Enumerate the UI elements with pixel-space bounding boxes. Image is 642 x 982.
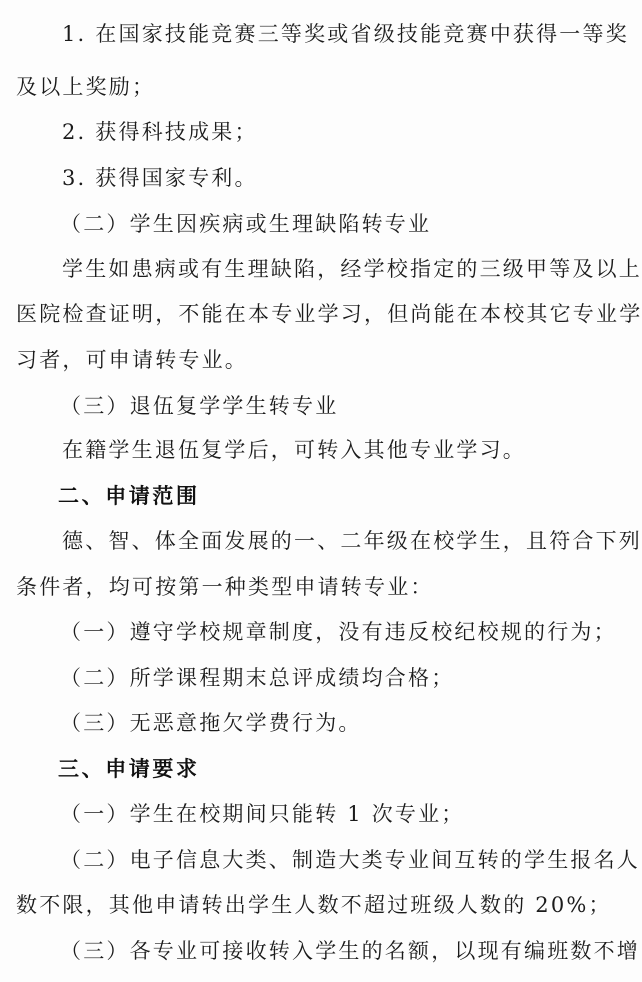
list-item-patent: 3. 获得国家专利。 [62,166,258,190]
paragraph-line: 条件者，均可按第一种类型申请转专业： [16,575,434,599]
section-heading-requirements: 三、申请要求 [58,757,200,781]
list-item-grades: （二）所学课程期末总评成绩均合格； [60,666,455,690]
list-item-quota: （二）电子信息大类、制造大类专业间互转的学生报名人 [60,848,640,872]
paragraph-line: 数不限，其他申请转出学生人数不超过班级人数的 20%； [16,893,612,917]
list-item-capacity: （三）各专业可接收转入学生的名额，以现有编班数不增 [60,939,640,963]
section-heading-scope: 二、申请范围 [58,484,200,508]
paragraph-continuation: 及以上奖励； [16,75,156,99]
paragraph-line: 医院检查证明，不能在本专业学习，但尚能在本校其它专业学 [16,302,642,326]
list-item-tech-achievement: 2. 获得科技成果； [62,120,258,144]
list-item-once: （一）学生在校期间只能转 1 次专业； [60,802,465,826]
paragraph-line: 在籍学生退伍复学后，可转入其他专业学习。 [62,438,526,462]
paragraph-line: 学生如患病或有生理缺陷，经学校指定的三级甲等及以上 [62,257,642,281]
list-item-tuition: （三）无恶意拖欠学费行为。 [60,711,362,735]
subheading-veteran: （三）退伍复学学生转专业 [60,394,339,418]
paragraph-line: 德、智、体全面发展的一、二年级在校学生，且符合下列 [62,529,642,553]
paragraph-line: 习者，可申请转专业。 [16,348,248,372]
subheading-illness: （二）学生因疾病或生理缺陷转专业 [60,212,432,236]
list-item-rules: （一）遵守学校规章制度，没有违反校纪校规的行为； [60,620,617,644]
list-item-award: 1. 在国家技能竞赛三等奖或省级技能竞赛中获得一等奖 [62,22,629,46]
